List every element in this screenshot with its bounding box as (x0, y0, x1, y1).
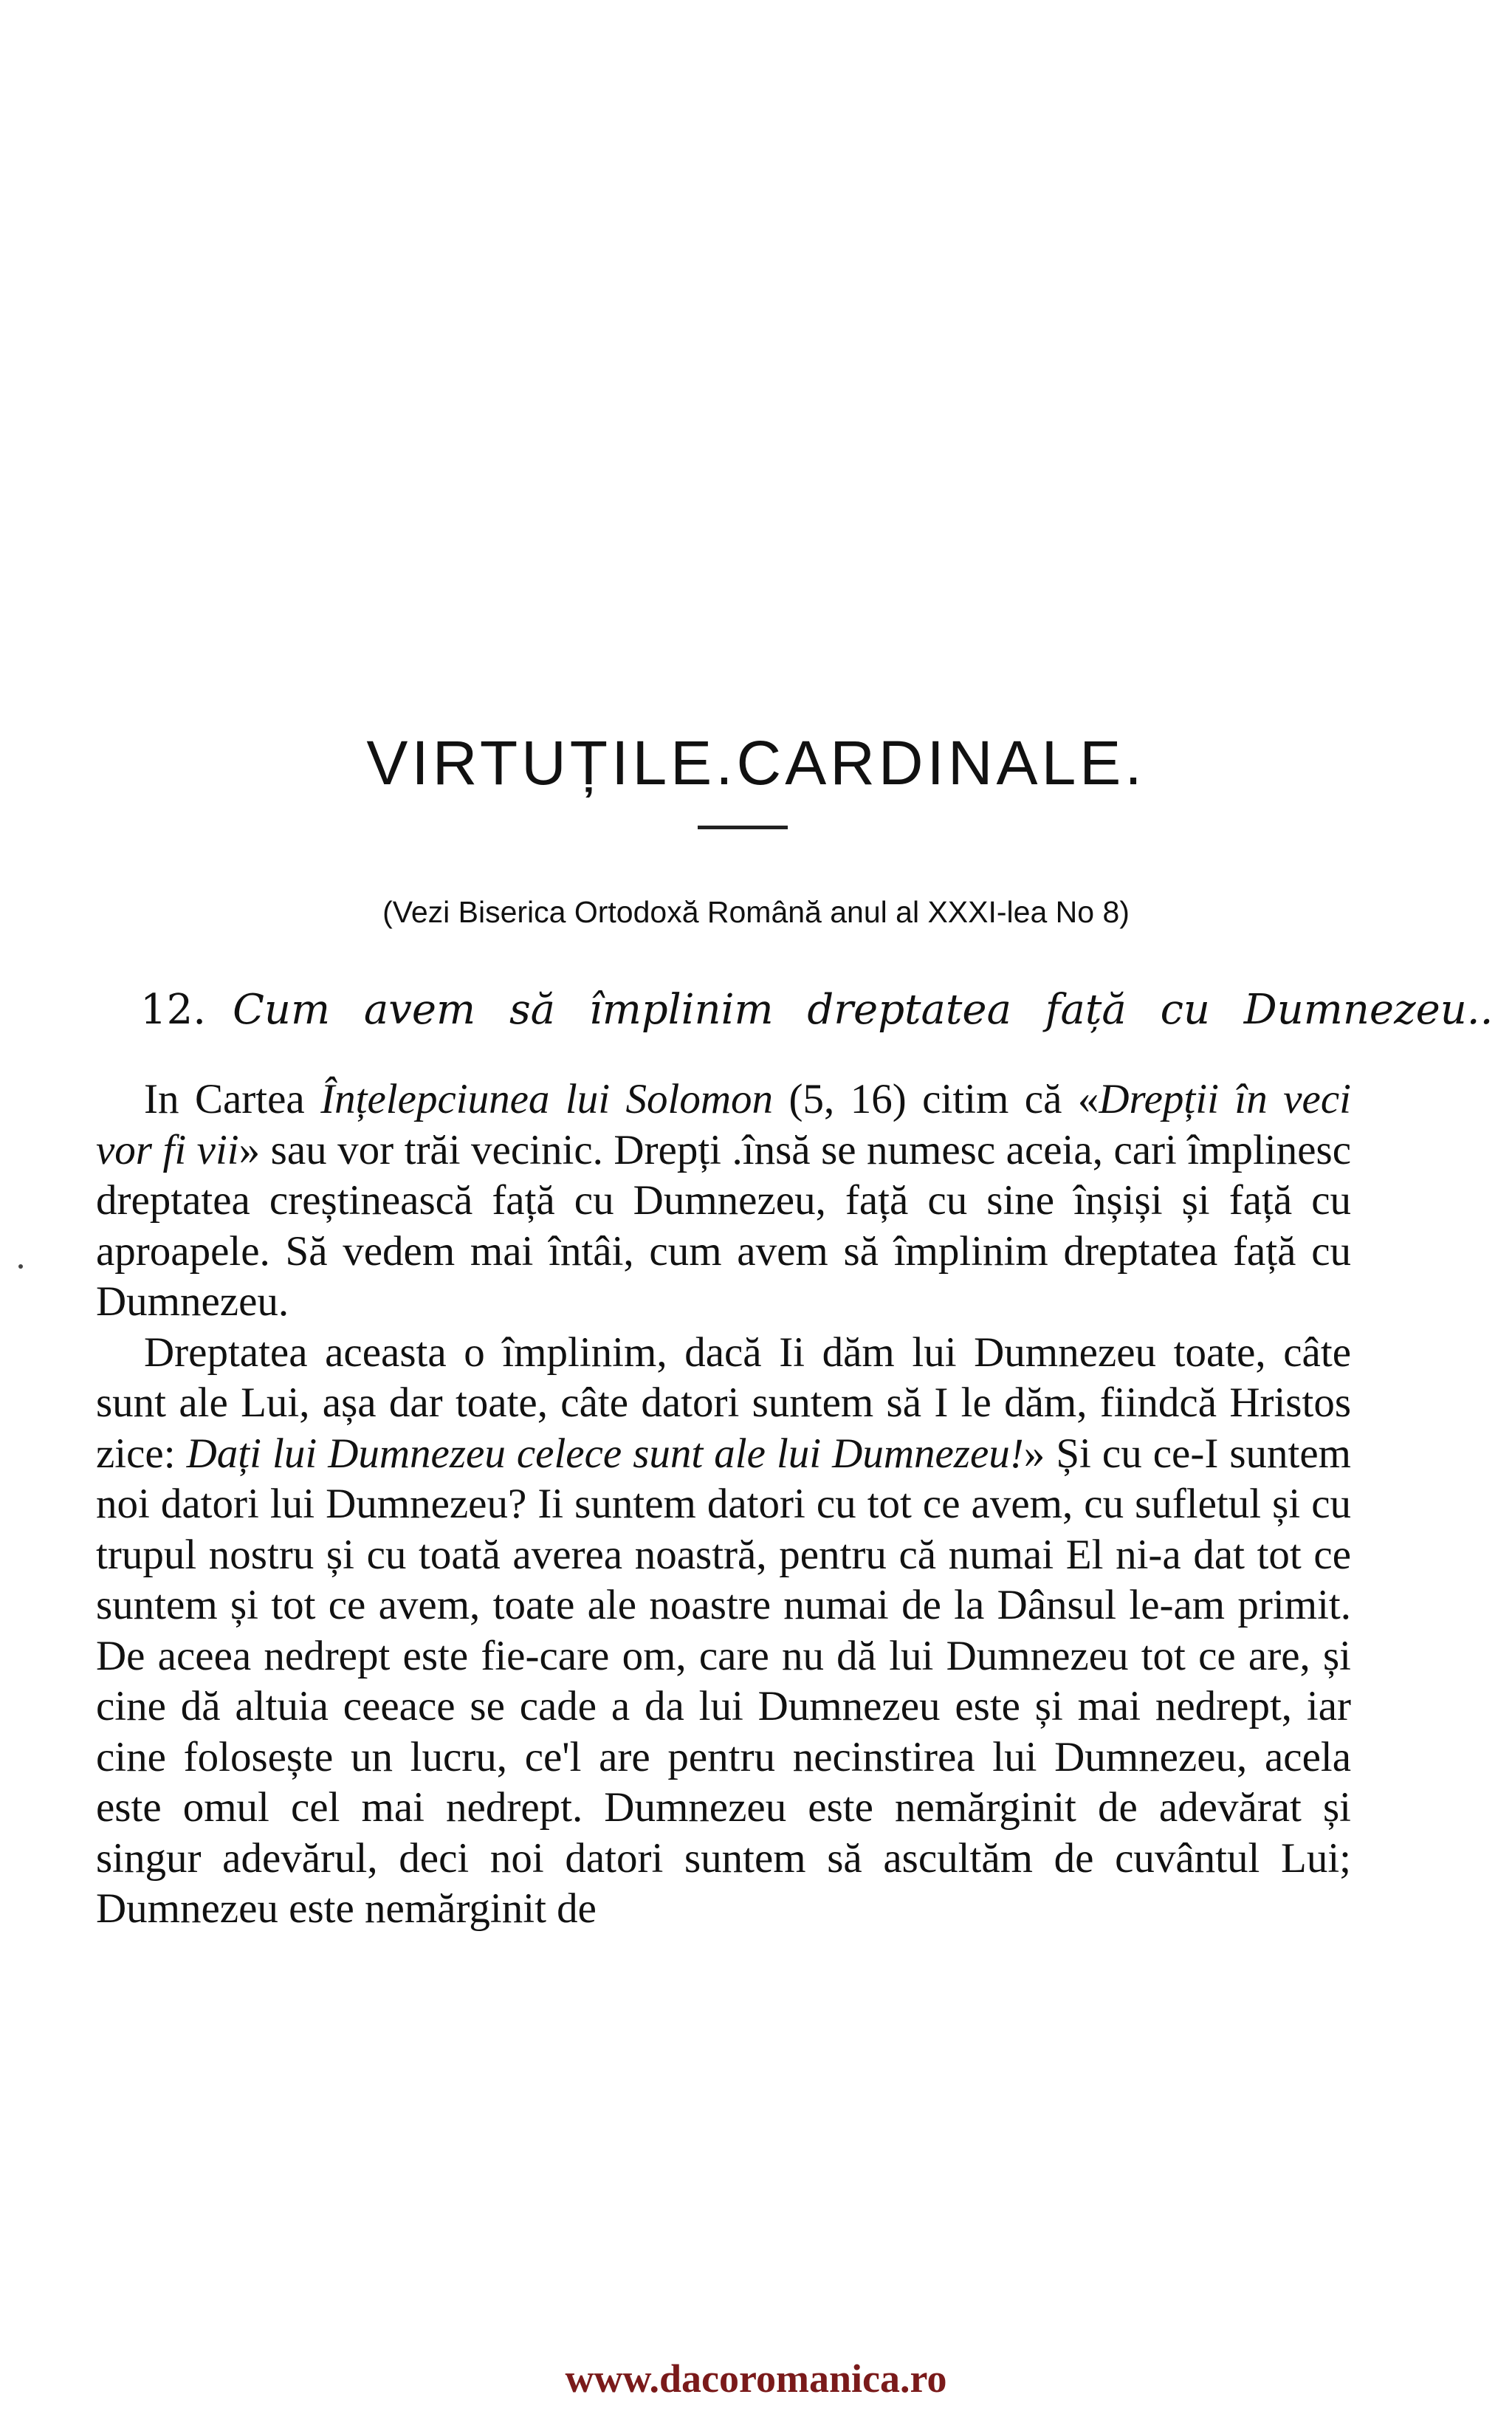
p1-text-2: (5, 16) citim că « (773, 1076, 1099, 1122)
p1-quote: Drepții în veci vor fi vii (96, 1076, 1351, 1173)
p2-text-2: » Și cu ce-I suntem noi datori lui Dumnezeu? Ii suntem datori cu tot ce avem, cu sufletul și cu trupul nostru și cu toată averea noastră, pentru că numai El ni-a dat tot ce suntem și tot ce avem, toate ale noastre numai de la Dânsul le-am primit. De aceea nedrept este fie-care om, care nu dă lui Dumnezeu tot ce are, și cine dă altuia ceeace se cade a da lui Dumnezeu este și mai nedrept, iar cine folosește un lucru, ce'l are pentru necinstirea lui Dumnezeu, acela este omul cel mai nedrept. Dumnezeu este nemărginit de adevărat și singur adevărul, deci noi datori suntem să ascultăm de cuvântul Lui; Dumnezeu este nemărginit de (96, 1430, 1351, 1932)
p2-quote: Dați lui Dumnezeu celece sunt ale lui Dumnezeu! (186, 1430, 1024, 1477)
source-note: (Vezi Biserica Ortodoxă Română anul al XXXI-lea No 8) (382, 895, 1130, 929)
p1-book-title: Înțelepciunea lui Solomon (320, 1076, 774, 1122)
paragraph-1 (96, 1074, 1351, 1328)
section-heading (140, 986, 1493, 1034)
p1-text-1: In Cartea (144, 1076, 321, 1122)
title-divider (698, 826, 788, 829)
p1-text-3: » sau vor trăi vecinic. Drepți .însă se numesc aceia, cari împlinesc dreptatea creștinească față cu Dumnezeu, față cu sine înșiși și față cu aproapele. Să vedem mai întâi, cum avem să împlinim dreptatea față cu Dumnezeu. (96, 1126, 1351, 1325)
p2-text-1: Dreptatea aceasta o împlinim, dacă Ii dăm lui Dumnezeu toate, câte sunt ale Lui, așa dar toate, câte datori suntem să I le dăm, fiindcă Hristos zice: (96, 1328, 1351, 1477)
section-title: Cum avem să împlinim dreptatea față cu Dumnezeu.. (233, 986, 1494, 1034)
paragraph-2 (96, 1328, 1351, 1935)
article-body (96, 1074, 1351, 1935)
margin-speck (18, 1264, 23, 1269)
footer-watermark-url: www.dacoromanica.ro (565, 2356, 947, 2401)
section-number: 12. (140, 986, 207, 1034)
page-title: VIRTUȚILE.CARDINALE. (366, 728, 1146, 798)
